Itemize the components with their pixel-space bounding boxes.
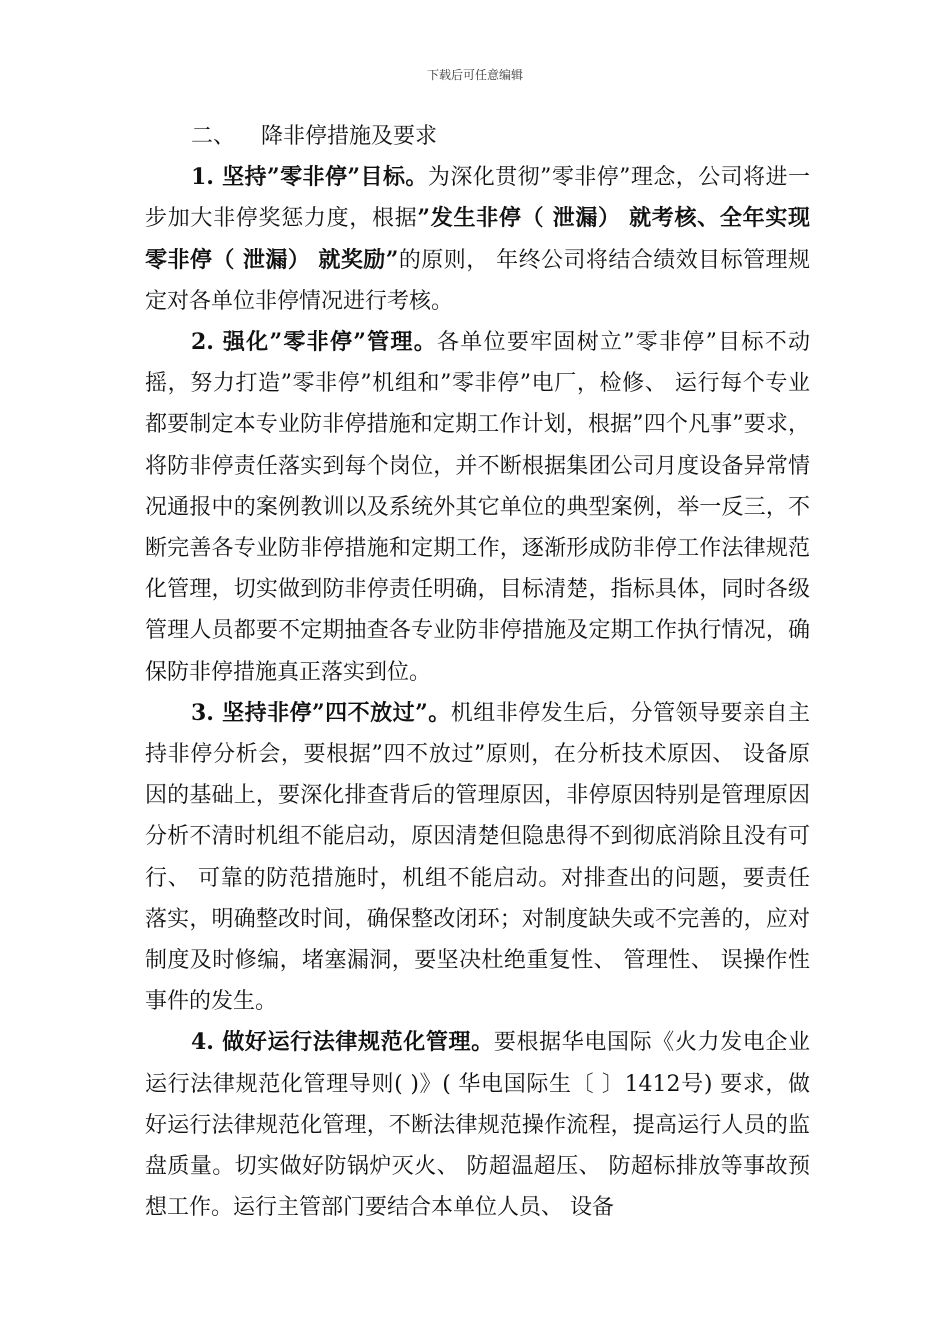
paragraph-1-emphasis: ”发生非停（ 泄漏） 就考核、全年实现零非停（ 泄漏） 就奖励” [145,205,810,273]
section-heading [145,116,810,157]
section-number: 二、 [191,124,236,149]
paragraph-3-text: 机组非停发生后，分管领导要亲自主持非停分析会，要根据”四不放过”原则，在分析技术原因、 设备原因的基础上，要深化排查背后的管理原因，非停原因特别是管理原因分析不清时机组不能启动，原因清楚但隐患得不到彻底消除且没有可行、 可靠的防范措施时，机组不能启动。对排查出的问题，要责任落实，明确整改时间，确保整改闭环；对制度缺失或不完善的，应对制度及时修编，堵塞漏洞，要坚决杜绝重复性、 管理性、 误操作性事件的发生。 [145,700,810,1015]
paragraph-1-lead: 1. 坚持”零非停”目标。 [191,164,428,191]
paragraph-1 [145,157,810,322]
paragraph-2-text: 各单位要牢固树立”零非停”目标不动摇，努力打造”零非停”机组和”零非停”电厂，检修、 运行每个专业都要制定本专业防非停措施和定期工作计划，根据”四个凡事”要求，将防非停责任落实到每个岗位，并不断根据集团公司月度设备异常情况通报中的案例教训以及系统外其它单位的典型案例，举一反三，不断完善各专业防非停措施和定期工作，逐渐形成防非停工作法律规范化管理，切实做到防非停责任明确，目标清楚，指标具体，同时各级管理人员都要不定期抽查各专业防非停措施及定期工作执行情况，确保防非停措施真正落实到位。 [145,330,811,685]
section-title: 降非停措施及要求 [261,124,438,149]
document-body [145,116,810,1228]
paragraph-4-lead: 4. 做好运行法律规范化管理。 [191,1029,494,1056]
paragraph-3 [145,693,810,1023]
paragraph-1-text-a: 为深化贯彻”零非停”理念，公司将进一步加大非停奖惩力度，根据 [145,165,810,232]
paragraph-1-text-b: 的原则， 年终公司将结合绩效目标管理规定对各单位非停情况进行考核。 [145,247,810,314]
page-header-note: 下载后可任意编辑 [426,68,523,82]
paragraph-4-text: 要根据华电国际《火力发电企业运行法律规范化管理导则( )》( 华电国际生〔 〕1412号) 要求，做好运行法律规范化管理，不断法律规范操作流程，提高运行人员的监盘质量。切实做好防锅炉灭火、 防超温超压、 防超标排放等事故预想工作。运行主管部门要结合本单位人员、 设备 [145,1030,810,1221]
paragraph-3-lead: 3. 坚持非停”四不放过”。 [191,699,451,726]
paragraph-2-lead: 2. 强化”零非停”管理。 [191,329,438,356]
paragraph-2 [145,322,810,693]
paragraph-4 [145,1022,810,1228]
